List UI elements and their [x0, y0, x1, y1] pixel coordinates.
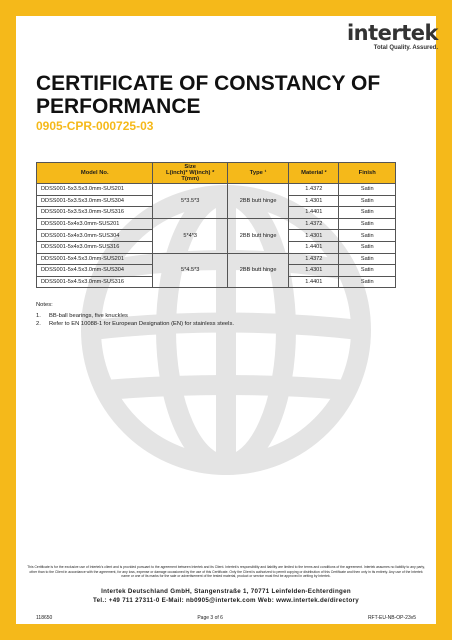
header-material: Material ²: [289, 163, 339, 184]
type-cell: 2BB butt hinge: [227, 253, 288, 288]
header-size: Size L(inch)* W(inch) * T(mm): [153, 163, 228, 184]
finish-cell: Satin: [339, 253, 396, 265]
material-cell: 1.4401: [289, 207, 339, 219]
footer-meta-row: [36, 615, 416, 621]
finish-cell: Satin: [339, 265, 396, 277]
note-text: BB-ball bearings, five knuckles: [49, 313, 128, 319]
material-cell: 1.4372: [289, 253, 339, 265]
table-row: [37, 218, 396, 230]
note-item: [36, 321, 234, 327]
header-finish: Finish: [339, 163, 396, 184]
finish-cell: Satin: [339, 241, 396, 253]
model-cell: DDSS001-5x3.5x3.0mm-SUS201: [37, 184, 153, 196]
material-cell: 1.4372: [289, 184, 339, 196]
footer: [0, 565, 452, 604]
form-code: RFT-EU-NB-OP-23v5: [367, 615, 416, 621]
note-number: 2.: [36, 321, 41, 327]
finish-cell: Satin: [339, 218, 396, 230]
header-model: Model No.: [37, 163, 153, 184]
note-number: 1.: [36, 313, 41, 319]
header-type: Type ¹: [227, 163, 288, 184]
disclaimer-text: This Certificate is for the exclusive use of Intertek's client and is provided pursuant to the agreement between Intertek and its Client. Intertek's responsibility and liability are limited to the terms and conditions of the agreement. Intertek assumes no liability to any party, other than to the Client in accordance with the agreement, for any loss, expense or damage occasioned by the use of this Certificate. Only the Client is authorized to permit copying or distribution of this Certificate and then only in its entirety. Any use of the Intertek name or one of its marks for the sale or advertisement of the tested material, product or service must first be approved in writing by Intertek.: [27, 565, 425, 579]
note-text: Refer to EN 10088-1 for European Designation (EN) for stainless steels.: [49, 321, 234, 327]
company-address: Intertek Deutschland GmbH, Stangenstraße 1, 70771 Leinfelden-Echterdingen: [101, 587, 351, 595]
finish-cell: Satin: [339, 276, 396, 288]
model-cell: DDSS001-5x4.5x3.0mm-SUS304: [37, 265, 153, 277]
intertek-logo: [347, 22, 438, 51]
contact-line: Tel.: +49 711 27311-0 E-Mail: nb0905@intertek.com Web: www.intertek.de/directory: [93, 596, 359, 604]
model-cell: DDSS001-5x3.5x3.0mm-SUS316: [37, 207, 153, 219]
note-item: [36, 313, 234, 319]
material-cell: 1.4301: [289, 195, 339, 207]
material-cell: 1.4301: [289, 265, 339, 277]
size-cell: 5*4.5*3: [153, 253, 228, 288]
certificate-number: 0905-CPR-000725-03: [36, 119, 154, 133]
model-cell: DDSS001-5x4.5x3.0mm-SUS201: [37, 253, 153, 265]
table-row: [37, 184, 396, 196]
size-cell: 5*4*3: [153, 218, 228, 253]
model-cell: DDSS001-5x4x3.0mm-SUS201: [37, 218, 153, 230]
model-cell: DDSS001-5x4x3.0mm-SUS304: [37, 230, 153, 242]
logo-tagline: Total Quality. Assured.: [373, 45, 438, 51]
type-cell: 2BB butt hinge: [227, 218, 288, 253]
table-row: [37, 253, 396, 265]
notes-label: Notes:: [36, 302, 53, 308]
model-cell: DDSS001-5x4x3.0mm-SUS316: [37, 241, 153, 253]
material-cell: 1.4301: [289, 230, 339, 242]
model-cell: DDSS001-5x3.5x3.0mm-SUS304: [37, 195, 153, 207]
notes-section: [36, 302, 234, 329]
finish-cell: Satin: [339, 184, 396, 196]
size-cell: 5*3.5*3: [153, 184, 228, 219]
document-id: 118650: [36, 615, 53, 621]
finish-cell: Satin: [339, 207, 396, 219]
page-indicator: Page 3 of 6: [197, 615, 223, 621]
finish-cell: Satin: [339, 195, 396, 207]
certificate-title: CERTIFICATE OF CONSTANCY OF PERFORMANCE: [36, 72, 381, 118]
model-cell: DDSS001-5x4.5x3.0mm-SUS316: [37, 276, 153, 288]
type-cell: 2BB butt hinge: [227, 184, 288, 219]
finish-cell: Satin: [339, 230, 396, 242]
product-table: [36, 162, 396, 288]
logo-wordmark: intertek: [346, 21, 438, 45]
material-cell: 1.4401: [289, 241, 339, 253]
material-cell: 1.4401: [289, 276, 339, 288]
material-cell: 1.4372: [289, 218, 339, 230]
table-header-row: [37, 163, 396, 184]
